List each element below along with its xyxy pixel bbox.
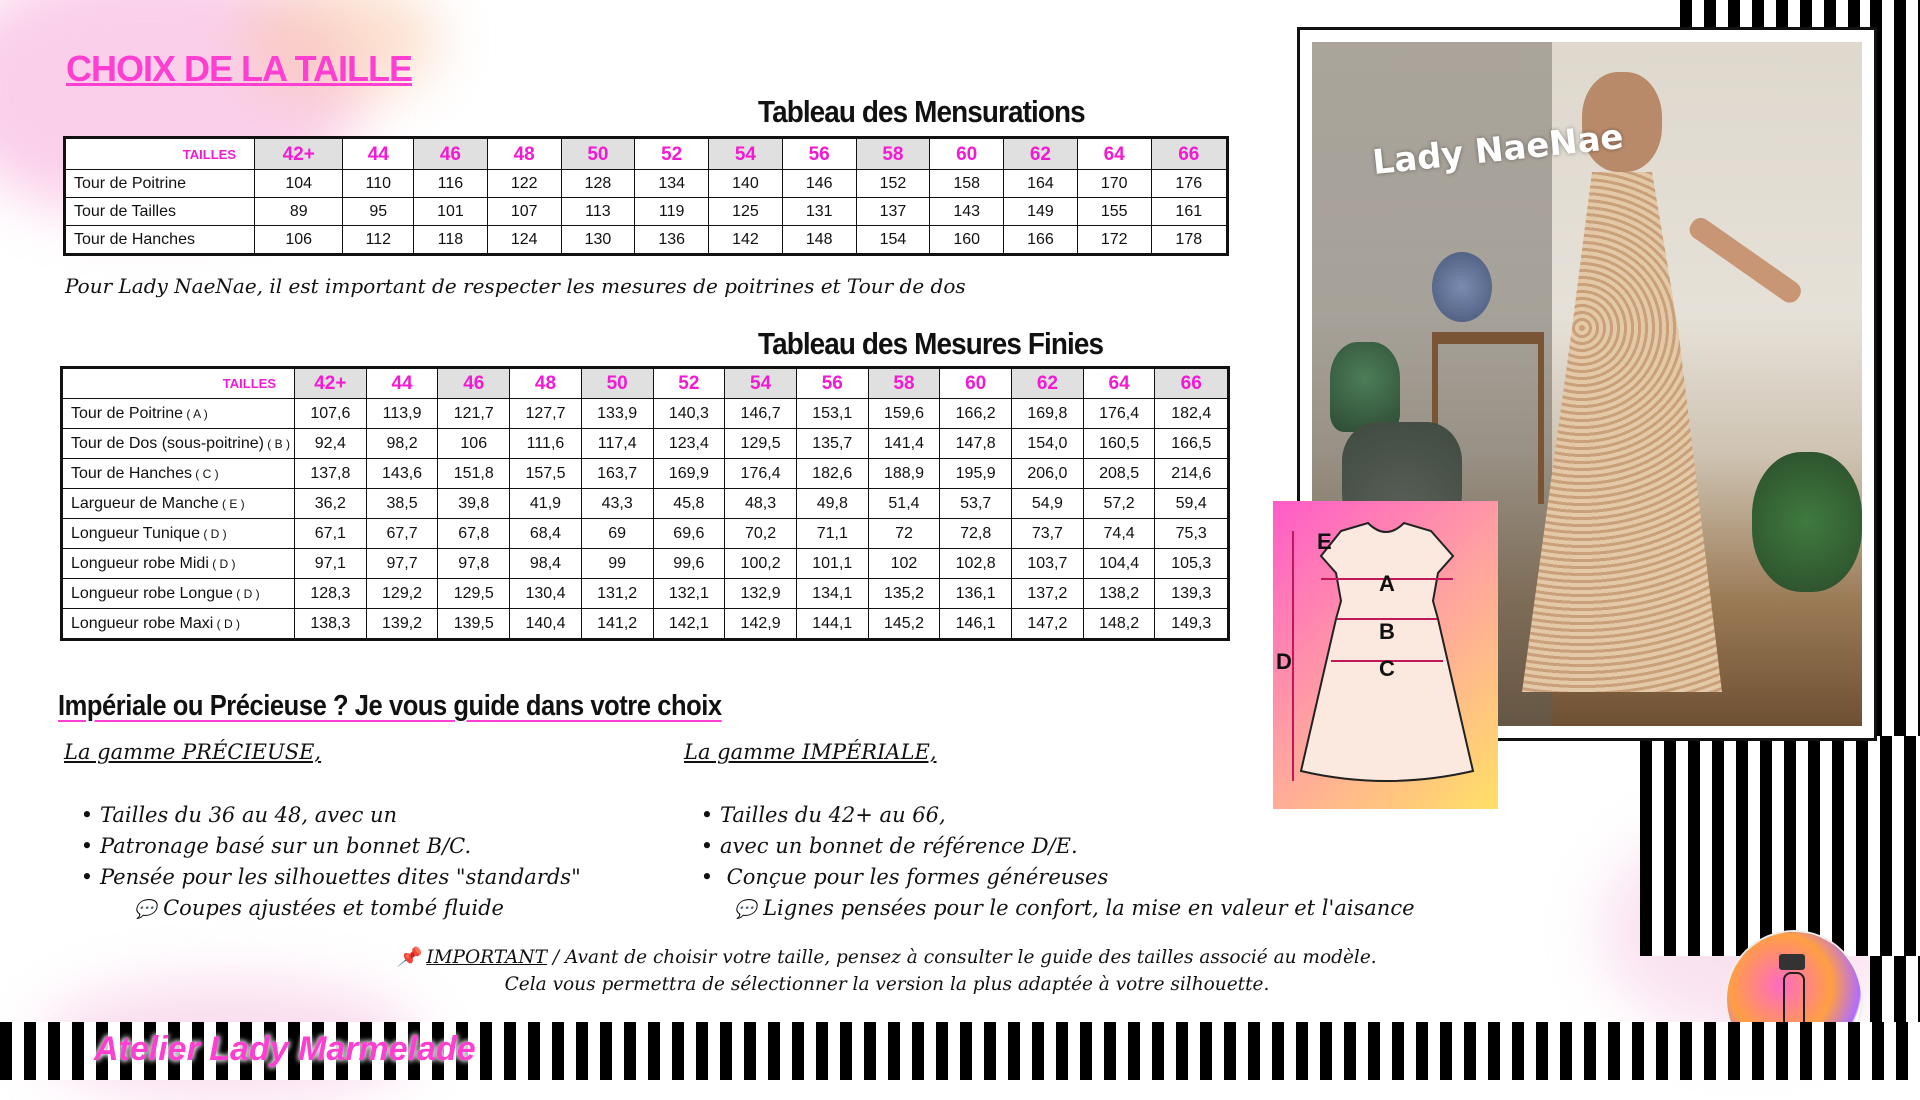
table-cell: 161 [1151, 198, 1227, 226]
table-row [62, 579, 1229, 609]
size-header: 42+ [255, 138, 343, 170]
size-header: 44 [343, 138, 414, 170]
row-code: ( C ) [191, 466, 219, 481]
size-header: 52 [653, 368, 725, 399]
table-cell: 166 [1004, 226, 1078, 255]
row-code: ( D ) [232, 586, 260, 601]
table-cell: 132,1 [653, 579, 725, 609]
photo-caption: Lady NaeNae [1370, 116, 1626, 184]
size-header: 56 [782, 138, 856, 170]
table-cell: 132,9 [725, 579, 797, 609]
table-cell: 53,7 [940, 489, 1012, 519]
table-cell: 154,0 [1012, 429, 1084, 459]
table-cell: 169,8 [1012, 399, 1084, 429]
table-cell: 99 [581, 549, 653, 579]
table-cell: 119 [635, 198, 709, 226]
table-cell: 137 [856, 198, 930, 226]
table-cell: 146 [782, 170, 856, 198]
table-cell: 107,6 [295, 399, 367, 429]
size-header: 66 [1155, 368, 1229, 399]
table-row [65, 198, 1228, 226]
table-cell: 141,4 [868, 429, 940, 459]
table-cell: 208,5 [1083, 459, 1155, 489]
table-cell: 111,6 [510, 429, 582, 459]
size-header: 58 [856, 138, 930, 170]
table-cell: 43,3 [581, 489, 653, 519]
table-cell: 59,4 [1155, 489, 1229, 519]
table-cell: 139,3 [1155, 579, 1229, 609]
table-cell: 36,2 [295, 489, 367, 519]
table-cell: 95 [343, 198, 414, 226]
table-cell: 102 [868, 549, 940, 579]
size-header: 46 [438, 368, 510, 399]
row-code: ( D ) [208, 556, 236, 571]
table-cell: 134,1 [796, 579, 868, 609]
plant-icon [1432, 252, 1492, 322]
row-code: ( E ) [218, 496, 245, 511]
diagram-letter-b: B [1379, 619, 1395, 644]
table-cell: 206,0 [1012, 459, 1084, 489]
table-cell: 129,5 [725, 429, 797, 459]
list-item: 💬 Coupes ajustées et tombé fluide [134, 896, 504, 920]
table-cell: 41,9 [510, 489, 582, 519]
list-item: • Patronage basé sur un bonnet B/C. [80, 834, 472, 858]
table-cell: 113 [561, 198, 635, 226]
table-cell: 104 [255, 170, 343, 198]
list-item: 💬 Lignes pensées pour le confort, la mise en valeur et l'aisance [734, 896, 1415, 920]
row-code: ( A ) [183, 406, 208, 421]
size-header: 50 [581, 368, 653, 399]
table-cell: 176,4 [1083, 399, 1155, 429]
size-header: 60 [940, 368, 1012, 399]
table-cell: 112 [343, 226, 414, 255]
table-cell: 137,2 [1012, 579, 1084, 609]
speech-bubble-icon: 💬 [134, 899, 157, 920]
plant-icon [1330, 342, 1400, 432]
hat-icon [1779, 954, 1805, 970]
table-cell: 166,5 [1155, 429, 1229, 459]
table-cell: 143,6 [366, 459, 438, 489]
row-label: Longueur robe Longue ( D ) [62, 579, 295, 609]
table-cell: 142,1 [653, 609, 725, 640]
row-label: Tour de Dos (sous-poitrine) ( B ) [62, 429, 295, 459]
table-cell: 118 [414, 226, 488, 255]
row-label: Longueur Tunique ( D ) [62, 519, 295, 549]
table-cell: 146,7 [725, 399, 797, 429]
table-cell: 160,5 [1083, 429, 1155, 459]
table-cell: 148,2 [1083, 609, 1155, 640]
table-row [62, 429, 1229, 459]
table-cell: 130,4 [510, 579, 582, 609]
table-cell: 178 [1151, 226, 1227, 255]
size-header: 60 [930, 138, 1004, 170]
table-cell: 67,8 [438, 519, 510, 549]
table-cell: 74,4 [1083, 519, 1155, 549]
table-cell: 188,9 [868, 459, 940, 489]
list-item: • avec un bonnet de référence D/E. [700, 834, 1078, 858]
table-cell: 147,2 [1012, 609, 1084, 640]
table-cell: 106 [255, 226, 343, 255]
diagram-letter-a: A [1379, 571, 1395, 596]
list-item: • Pensée pour les silhouettes dites "standards" [80, 865, 581, 889]
table-cell: 166,2 [940, 399, 1012, 429]
table2-title: Tableau des Mesures Finies [758, 326, 1104, 361]
table-cell: 159,6 [868, 399, 940, 429]
fit-note: Pour Lady NaeNae, il est important de respecter les mesures de poitrines et Tour de dos [65, 274, 966, 298]
table-cell: 195,9 [940, 459, 1012, 489]
table-cell: 136 [635, 226, 709, 255]
guide-title: Impériale ou Précieuse ? Je vous guide dans votre choix [58, 690, 722, 722]
table-cell: 130 [561, 226, 635, 255]
list-item: • Tailles du 42+ au 66, [700, 803, 946, 827]
row-label: Largueur de Manche ( E ) [62, 489, 295, 519]
table-cell: 72 [868, 519, 940, 549]
table-cell: 128,3 [295, 579, 367, 609]
table-cell: 135,7 [796, 429, 868, 459]
table-cell: 98,2 [366, 429, 438, 459]
table-cell: 92,4 [295, 429, 367, 459]
table-cell: 72,8 [940, 519, 1012, 549]
row-code: ( D ) [213, 616, 240, 631]
size-header: 50 [561, 138, 635, 170]
table-cell: 140 [709, 170, 783, 198]
table-cell: 148 [782, 226, 856, 255]
model-arm [1686, 214, 1805, 307]
table-cell: 172 [1077, 226, 1151, 255]
table-cell: 149,3 [1155, 609, 1229, 640]
table-cell: 158 [930, 170, 1004, 198]
table-cell: 170 [1077, 170, 1151, 198]
size-header: 48 [510, 368, 582, 399]
speech-bubble-icon: 💬 [734, 899, 757, 920]
size-header: 66 [1151, 138, 1227, 170]
table-cell: 45,8 [653, 489, 725, 519]
table-cell: 142 [709, 226, 783, 255]
table-cell: 89 [255, 198, 343, 226]
dress-diagram [1273, 501, 1498, 809]
table-cell: 153,1 [796, 399, 868, 429]
table-cell: 102,8 [940, 549, 1012, 579]
table-cell: 123,4 [653, 429, 725, 459]
table-cell: 146,1 [940, 609, 1012, 640]
table-cell: 176,4 [725, 459, 797, 489]
diagram-letter-c: C [1379, 656, 1395, 681]
table-cell: 124 [487, 226, 561, 255]
table-cell: 105,3 [1155, 549, 1229, 579]
size-header: 64 [1083, 368, 1155, 399]
table-cell: 140,3 [653, 399, 725, 429]
table-cell: 69,6 [653, 519, 725, 549]
imperiale-list [694, 800, 1415, 925]
table-cell: 122 [487, 170, 561, 198]
table-cell: 101,1 [796, 549, 868, 579]
header-label: TAILLES [65, 138, 255, 170]
page-title: CHOIX DE LA TAILLE [66, 48, 412, 89]
table-cell: 121,7 [438, 399, 510, 429]
table-cell: 117,4 [581, 429, 653, 459]
table-cell: 39,8 [438, 489, 510, 519]
table-cell: 127,7 [510, 399, 582, 429]
table-cell: 98,4 [510, 549, 582, 579]
table-cell: 70,2 [725, 519, 797, 549]
table-cell: 68,4 [510, 519, 582, 549]
table-cell: 113,9 [366, 399, 438, 429]
table-row [62, 519, 1229, 549]
table-cell: 152 [856, 170, 930, 198]
imperiale-heading: La gamme IMPÉRIALE, [684, 740, 937, 764]
plant-icon [1752, 452, 1862, 592]
table-cell: 182,6 [796, 459, 868, 489]
table-cell: 116 [414, 170, 488, 198]
table-header-row [65, 138, 1228, 170]
table-cell: 138,3 [295, 609, 367, 640]
size-header: 42+ [295, 368, 367, 399]
diagram-letter-e: E [1317, 529, 1332, 554]
table-row [62, 399, 1229, 429]
table-cell: 69 [581, 519, 653, 549]
table-cell: 131,2 [581, 579, 653, 609]
table-cell: 131 [782, 198, 856, 226]
size-header: 64 [1077, 138, 1151, 170]
stripe-band-mid-right [1640, 736, 1920, 956]
size-header: 52 [635, 138, 709, 170]
table-cell: 73,7 [1012, 519, 1084, 549]
table-cell: 157,5 [510, 459, 582, 489]
table-row [62, 549, 1229, 579]
table-cell: 149 [1004, 198, 1078, 226]
diagram-letter-d: D [1276, 649, 1292, 674]
table-cell: 144,1 [796, 609, 868, 640]
table-cell: 54,9 [1012, 489, 1084, 519]
table-cell: 137,8 [295, 459, 367, 489]
table-cell: 97,1 [295, 549, 367, 579]
list-item: • Tailles du 36 au 48, avec un [80, 803, 398, 827]
table-cell: 99,6 [653, 549, 725, 579]
table-cell: 49,8 [796, 489, 868, 519]
table-cell: 176 [1151, 170, 1227, 198]
table-cell: 129,2 [366, 579, 438, 609]
table-cell: 138,2 [1083, 579, 1155, 609]
table-row [62, 459, 1229, 489]
size-header: 62 [1012, 368, 1084, 399]
table-row [65, 226, 1228, 255]
table-cell: 133,9 [581, 399, 653, 429]
size-header: 56 [796, 368, 868, 399]
size-header: 62 [1004, 138, 1078, 170]
table-cell: 134 [635, 170, 709, 198]
dress-silhouette [1522, 172, 1722, 692]
size-header: 54 [709, 138, 783, 170]
table-cell: 136,1 [940, 579, 1012, 609]
table-row [62, 489, 1229, 519]
table-cell: 106 [438, 429, 510, 459]
measurements-table [63, 136, 1229, 256]
table-cell: 57,2 [1083, 489, 1155, 519]
table-cell: 51,4 [868, 489, 940, 519]
table-cell: 103,7 [1012, 549, 1084, 579]
row-label: Tour de Poitrine [65, 170, 255, 198]
row-label: Longueur robe Midi ( D ) [62, 549, 295, 579]
size-header: 44 [366, 368, 438, 399]
table-cell: 67,7 [366, 519, 438, 549]
table-cell: 214,6 [1155, 459, 1229, 489]
dress-diagram-svg [1273, 501, 1498, 809]
table-cell: 67,1 [295, 519, 367, 549]
table-cell: 169,9 [653, 459, 725, 489]
row-label: Tour de Tailles [65, 198, 255, 226]
pin-icon: 📌 [397, 947, 421, 968]
table-cell: 140,4 [510, 609, 582, 640]
table-cell: 143 [930, 198, 1004, 226]
precieuse-heading: La gamme PRÉCIEUSE, [64, 740, 322, 764]
finished-measurements-table [60, 366, 1230, 641]
table-cell: 97,8 [438, 549, 510, 579]
size-header: 46 [414, 138, 488, 170]
row-code: ( D ) [200, 526, 227, 541]
table-cell: 147,8 [940, 429, 1012, 459]
table-cell: 38,5 [366, 489, 438, 519]
table-cell: 160 [930, 226, 1004, 255]
table-header-row [62, 368, 1229, 399]
table1-title: Tableau des Mensurations [758, 94, 1085, 129]
table-cell: 182,4 [1155, 399, 1229, 429]
table-row [62, 609, 1229, 640]
row-label: Tour de Hanches [65, 226, 255, 255]
important-note: 📌 IMPORTANT / Avant de choisir votre taille, pensez à consulter le guide des tailles associé au modèle. Cela vous permettra de sélectionner la version la plus adaptée à votre silhouette. [397, 947, 1377, 995]
row-code: ( B ) [263, 436, 290, 451]
table-cell: 151,8 [438, 459, 510, 489]
table-cell: 128 [561, 170, 635, 198]
size-header: 48 [487, 138, 561, 170]
table-cell: 154 [856, 226, 930, 255]
table-cell: 110 [343, 170, 414, 198]
table-cell: 139,2 [366, 609, 438, 640]
table-cell: 145,2 [868, 609, 940, 640]
footer-brand: Atelier Lady Marmelade [94, 1030, 476, 1068]
table-cell: 164 [1004, 170, 1078, 198]
table-cell: 107 [487, 198, 561, 226]
table-cell: 71,1 [796, 519, 868, 549]
header-label: TAILLES [62, 368, 295, 399]
table-cell: 48,3 [725, 489, 797, 519]
table-cell: 139,5 [438, 609, 510, 640]
size-header: 58 [868, 368, 940, 399]
row-label: Tour de Hanches ( C ) [62, 459, 295, 489]
list-item: • Conçue pour les formes généreuses [700, 865, 1109, 889]
table-cell: 141,2 [581, 609, 653, 640]
precieuse-list [74, 800, 581, 925]
row-label: Longueur robe Maxi ( D ) [62, 609, 295, 640]
table-cell: 135,2 [868, 579, 940, 609]
table-cell: 155 [1077, 198, 1151, 226]
table-cell: 129,5 [438, 579, 510, 609]
table-cell: 97,7 [366, 549, 438, 579]
row-label: Tour de Poitrine ( A ) [62, 399, 295, 429]
table-cell: 101 [414, 198, 488, 226]
table-row [65, 170, 1228, 198]
table-cell: 163,7 [581, 459, 653, 489]
table-cell: 100,2 [725, 549, 797, 579]
table-cell: 75,3 [1155, 519, 1229, 549]
table-cell: 142,9 [725, 609, 797, 640]
table-cell: 125 [709, 198, 783, 226]
table-cell: 104,4 [1083, 549, 1155, 579]
size-header: 54 [725, 368, 797, 399]
